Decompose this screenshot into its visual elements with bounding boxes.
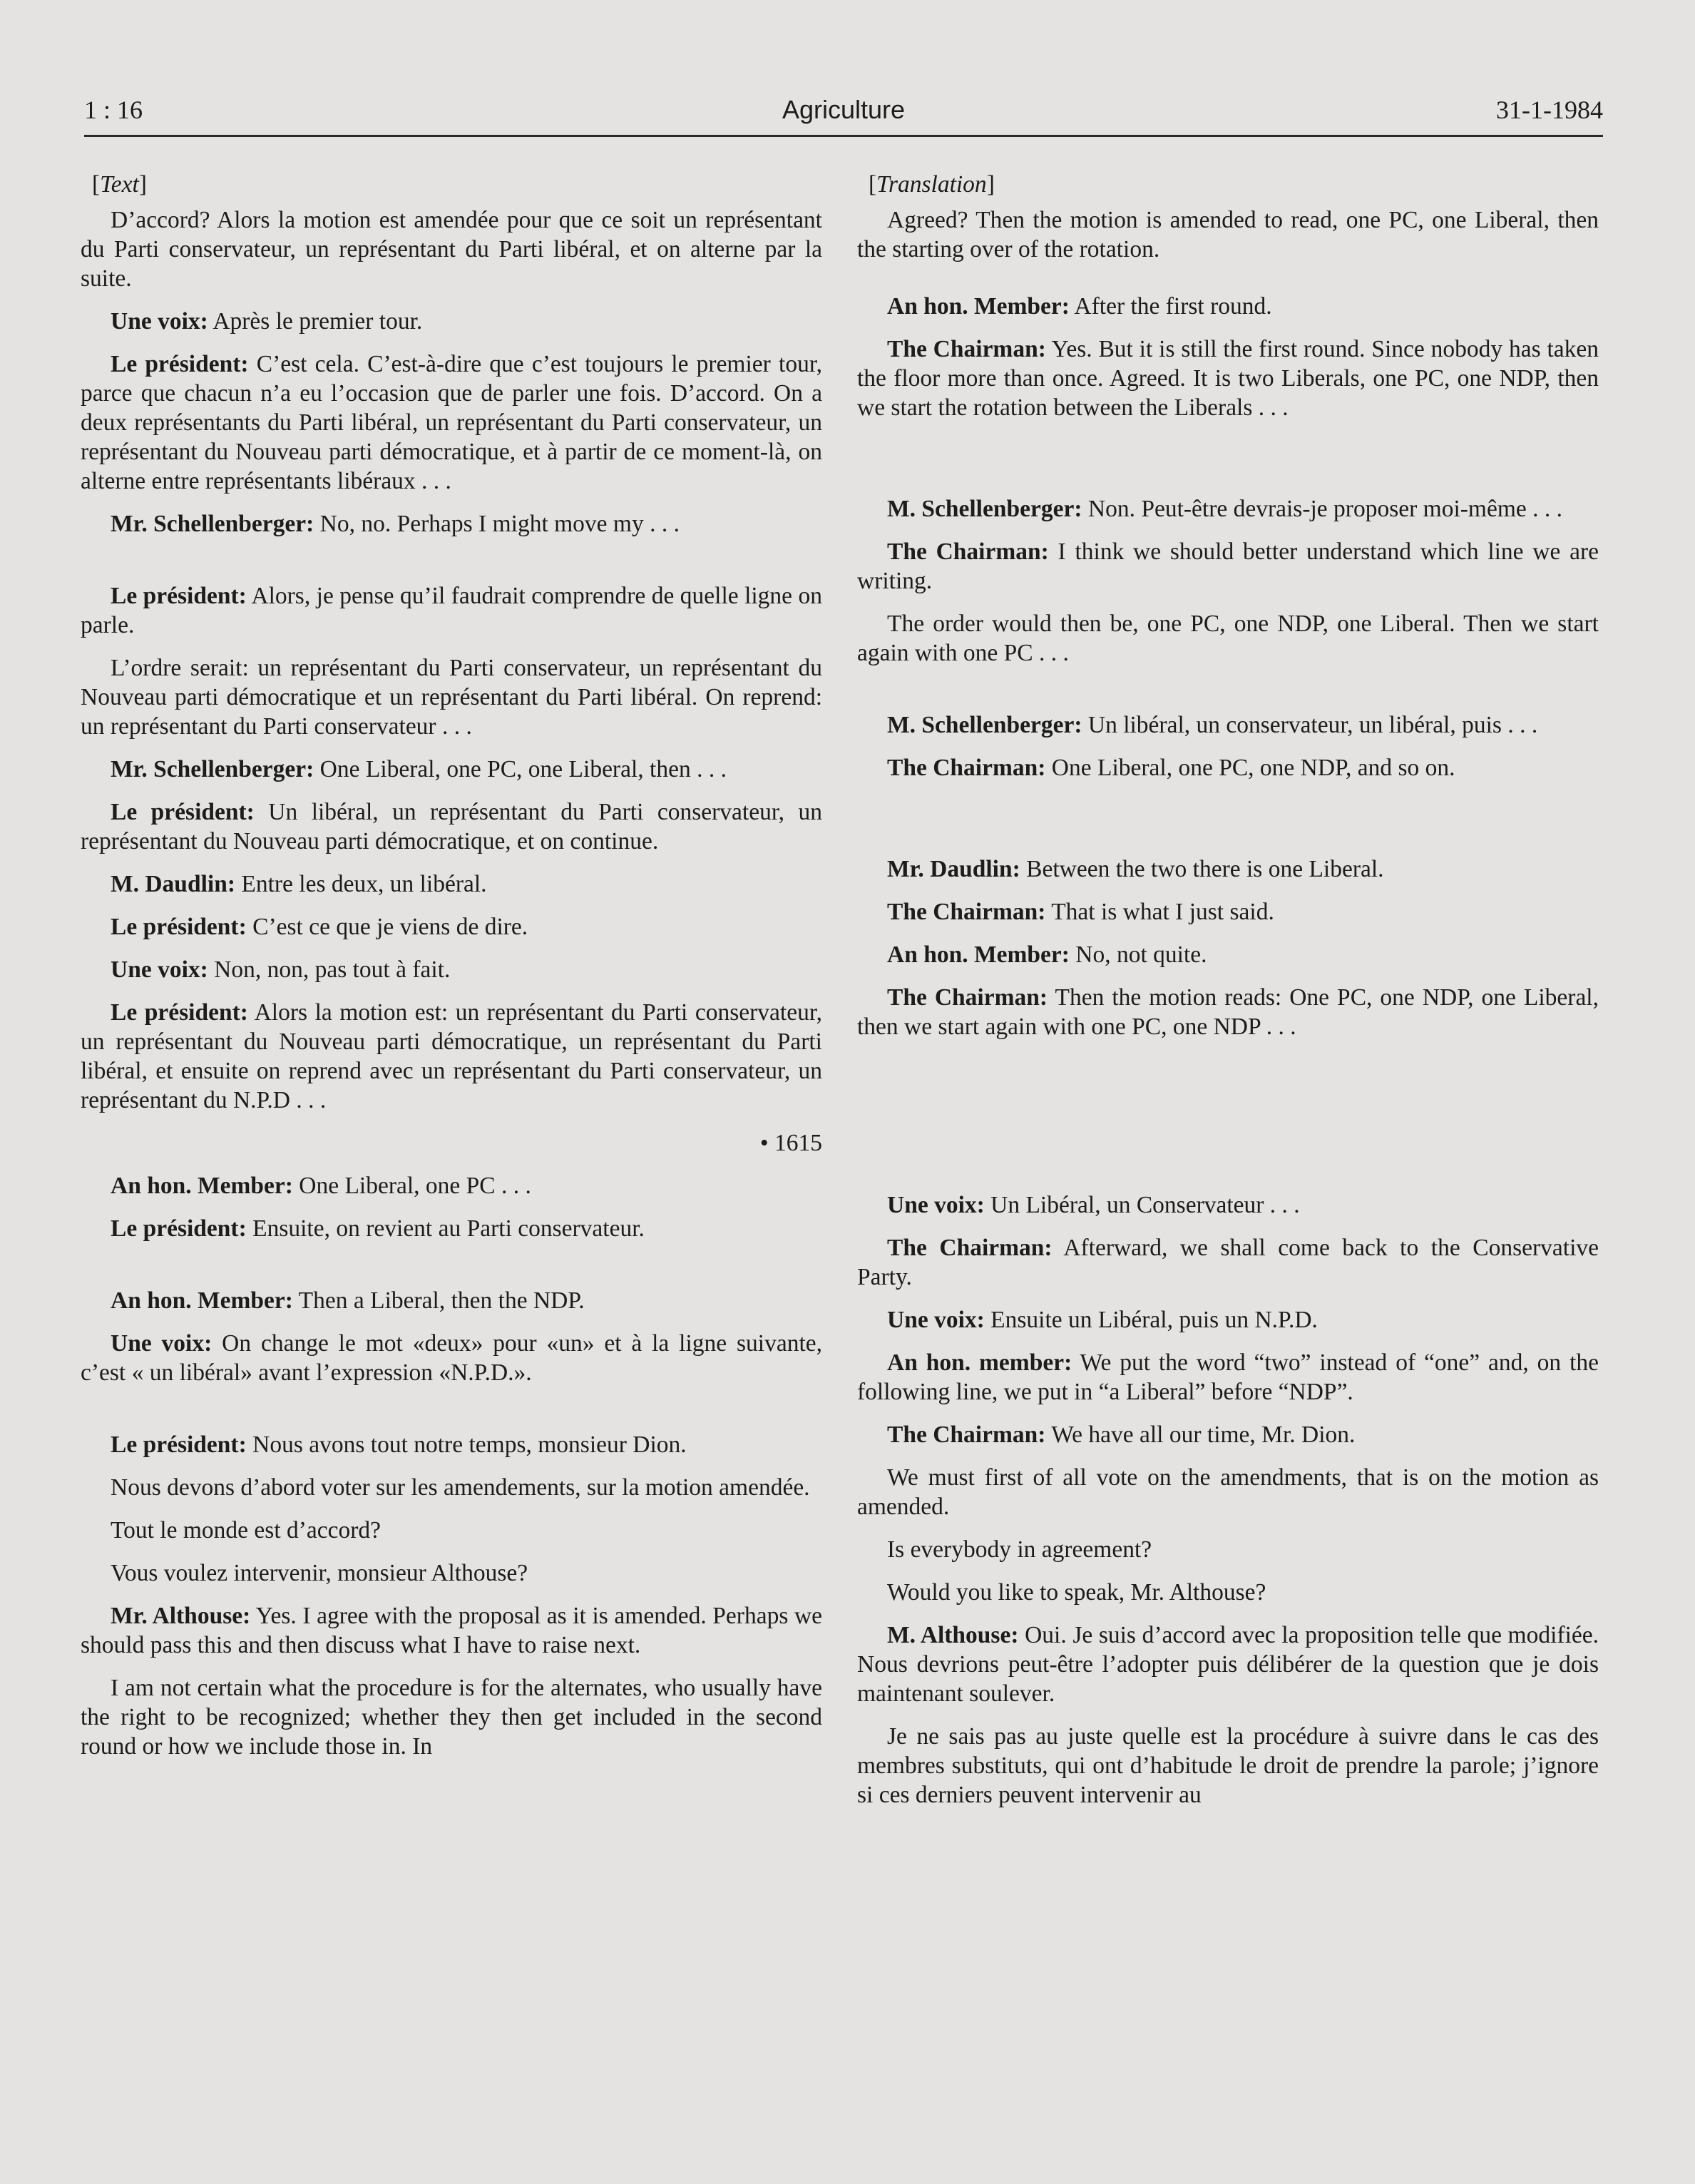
paragraph: Mr. Schellenberger: No, no. Perhaps I might move my . . .: [111, 511, 680, 537]
speaker: The Chairman:: [887, 755, 1046, 781]
paragraph: M. Daudlin: Entre les deux, un libéral.: [111, 871, 487, 897]
column-tag: [Translation]: [869, 171, 995, 198]
speaker: M. Schellenberger:: [887, 712, 1082, 738]
paragraph: The order would then be, one PC, one NDP, one Liberal. Then we start again with one PC . . .: [857, 611, 1599, 666]
paragraph: Le président: Alors la motion est: un représentant du Parti conservateur, un représentant du Nouveau parti démocratique, un représentant du Parti libéral, et ensuite on reprend avec un représentant du Parti conservateur, un représentant du N.P.D . . .: [81, 999, 823, 1113]
paragraph: Nous devons d’abord voter sur les amendements, sur la motion amendée.: [111, 1474, 810, 1501]
speaker: Mr. Schellenberger:: [111, 756, 314, 782]
header-date: 31-1-1984: [1496, 96, 1603, 124]
speaker: Une voix:: [111, 1330, 212, 1357]
paragraph: Mr. Althouse: Yes. I agree with the proposal as it is amended. Perhaps we should pass this and then discuss what I have to raise next.: [81, 1603, 823, 1658]
paragraph: An hon. member: We put the word “two” instead of “one” and, on the following line, we put in “a Liberal” before “NDP”.: [857, 1349, 1599, 1405]
header-title: Agriculture: [782, 95, 906, 124]
speaker: The Chairman:: [887, 336, 1046, 362]
paragraph: We must first of all vote on the amendments, that is on the motion as amended.: [857, 1464, 1599, 1520]
right-column: [857, 170, 1599, 1823]
paragraph: The Chairman: That is what I just said.: [887, 899, 1274, 925]
paragraph: Le président: Nous avons tout notre temps, monsieur Dion.: [111, 1432, 687, 1458]
paragraph: Une voix: Après le premier tour.: [111, 308, 423, 335]
paragraph: Mr. Daudlin: Between the two there is one Liberal.: [887, 856, 1384, 882]
speaker: The Chairman:: [887, 984, 1048, 1011]
speaker: Une voix:: [111, 956, 208, 983]
paragraph: The Chairman: I think we should better understand which line we are writing.: [857, 539, 1599, 594]
spacer: [81, 1257, 822, 1286]
paragraph: Une voix: On change le mot «deux» pour «un» et à la ligne suivante, c’est « un libéral» avant l’expression «N.P.D.».: [81, 1330, 823, 1386]
spacer: [857, 1055, 1599, 1190]
paragraph: The Chairman: Afterward, we shall come back to the Conservative Party.: [857, 1235, 1599, 1290]
paragraph: D’accord? Alors la motion est amendée pour que ce soit un représentant du Parti conservateur, un représentant du Parti libéral, et on alterne par la suite.: [81, 207, 822, 292]
spacer: [81, 1401, 822, 1430]
paragraph: Une voix: Ensuite un Libéral, puis un N.P.D.: [887, 1307, 1318, 1333]
speaker: Une voix:: [887, 1307, 985, 1333]
speaker: The Chairman:: [887, 1235, 1053, 1261]
column-tag: [Text]: [92, 171, 147, 198]
time-marker: • 1615: [759, 1130, 822, 1156]
speaker: An hon. member:: [887, 1349, 1072, 1376]
paragraph: Une voix: Non, non, pas tout à fait.: [111, 956, 451, 983]
paragraph: The Chairman: We have all our time, Mr. Dion.: [887, 1422, 1356, 1448]
paragraph: Le président: C’est cela. C’est-à-dire que c’est toujours le premier tour, parce que chacun n’a eu l’occasion que de parler une fois. D’accord. On a deux représentants du Parti libéral, un représentant du Parti conservateur, un représentant du Nouveau parti démocratique, et à partir de ce moment-là, on alterne entre représentants libéraux . . .: [81, 351, 823, 494]
speaker: Mr. Daudlin:: [887, 856, 1020, 882]
paragraph: The Chairman: One Liberal, one PC, one NDP, and so on.: [887, 755, 1455, 781]
speaker: Mr. Althouse:: [111, 1603, 251, 1629]
paragraph: M. Schellenberger: Non. Peut-être devrais-je proposer moi-même . . .: [887, 496, 1563, 522]
paragraph: Agreed? Then the motion is amended to read, one PC, one Liberal, then the starting over of the rotation.: [857, 207, 1599, 262]
paragraph: M. Althouse: Oui. Je suis d’accord avec la proposition telle que modifiée. Nous devrions peut-être l’adopter puis délibérer de la question que je dois maintenant soulever.: [857, 1622, 1599, 1707]
speaker: Le président:: [111, 999, 248, 1026]
paragraph: Mr. Schellenberger: One Liberal, one PC, one Liberal, then . . .: [111, 756, 727, 782]
running-header: [84, 95, 1603, 137]
paragraph: The Chairman: Yes. But it is still the first round. Since nobody has taken the floor more than once. Agreed. It is two Liberals, one PC, one NDP, then we start the rotation between the Liberals . . .: [857, 336, 1599, 421]
left-column: [81, 170, 822, 1775]
paragraph: L’ordre serait: un représentant du Parti conservateur, un représentant du Nouveau parti démocratique et un représentant du Parti libéral. On reprend: un représentant du Parti conservateur . . .: [81, 655, 822, 740]
spacer: [81, 552, 822, 581]
page-reference: 1 : 16: [84, 96, 143, 124]
speaker: An hon. Member:: [887, 942, 1070, 968]
paragraph: Le président: C’est ce que je viens de dire.: [111, 914, 528, 940]
speaker: Le président:: [111, 583, 247, 609]
paragraph: Is everybody in agreement?: [887, 1536, 1152, 1563]
speaker: Une voix:: [887, 1192, 985, 1218]
speaker: Mr. Schellenberger:: [111, 511, 314, 537]
speaker: The Chairman:: [887, 899, 1046, 925]
paragraph: Le président: Un libéral, un représentant du Parti conservateur, un représentant du Nouveau parti démocratique, et on continue.: [81, 799, 823, 854]
speaker: An hon. Member:: [887, 293, 1070, 320]
speaker: Le président:: [111, 351, 249, 377]
spacer: [857, 436, 1599, 494]
speaker: M. Daudlin:: [111, 871, 235, 897]
speaker: M. Schellenberger:: [887, 496, 1082, 522]
speaker: An hon. Member:: [111, 1173, 293, 1199]
speaker: Une voix:: [111, 308, 208, 335]
paragraph: An hon. Member: After the first round.: [887, 293, 1272, 320]
paragraph: Le président: Ensuite, on revient au Parti conservateur.: [111, 1215, 645, 1242]
paragraph: Je ne sais pas au juste quelle est la procédure à suivre dans le cas des membres substituts, qui ont d’habitude le droit de prendre la parole; j’ignore si ces derniers peuvent intervenir au: [857, 1723, 1599, 1808]
paragraph: Tout le monde est d’accord?: [111, 1517, 381, 1543]
speaker: Le président:: [111, 799, 255, 825]
paragraph: An hon. Member: One Liberal, one PC . . .: [111, 1173, 531, 1199]
spacer: [857, 681, 1599, 710]
spacer: [857, 796, 1599, 854]
spacer: [857, 277, 1599, 292]
speaker: The Chairman:: [887, 539, 1049, 565]
paragraph: The Chairman: Then the motion reads: One PC, one NDP, one Liberal, then we start again with one PC, one NDP . . .: [857, 984, 1599, 1040]
paragraph: An hon. Member: Then a Liberal, then the NDP.: [111, 1287, 585, 1314]
speaker: Le président:: [111, 1215, 247, 1242]
paragraph: M. Schellenberger: Un libéral, un conservateur, un libéral, puis . . .: [887, 712, 1538, 738]
paragraph: Vous voulez intervenir, monsieur Althouse?: [111, 1560, 528, 1586]
paragraph: Une voix: Un Libéral, un Conservateur . . .: [887, 1192, 1300, 1218]
paragraph: Le président: Alors, je pense qu’il faudrait comprendre de quelle ligne on parle.: [81, 583, 822, 638]
paragraph: I am not certain what the procedure is for the alternates, who usually have the right to be recognized; whether they then get included in the second round or how we include those in. In: [81, 1675, 822, 1760]
paragraph: An hon. Member: No, not quite.: [887, 942, 1207, 968]
speaker: The Chairman:: [887, 1422, 1046, 1448]
speaker: M. Althouse:: [887, 1622, 1019, 1648]
speaker: Le président:: [111, 914, 247, 940]
speaker: Le président:: [111, 1432, 247, 1458]
speaker: An hon. Member:: [111, 1287, 293, 1314]
paragraph: Would you like to speak, Mr. Althouse?: [887, 1579, 1266, 1606]
